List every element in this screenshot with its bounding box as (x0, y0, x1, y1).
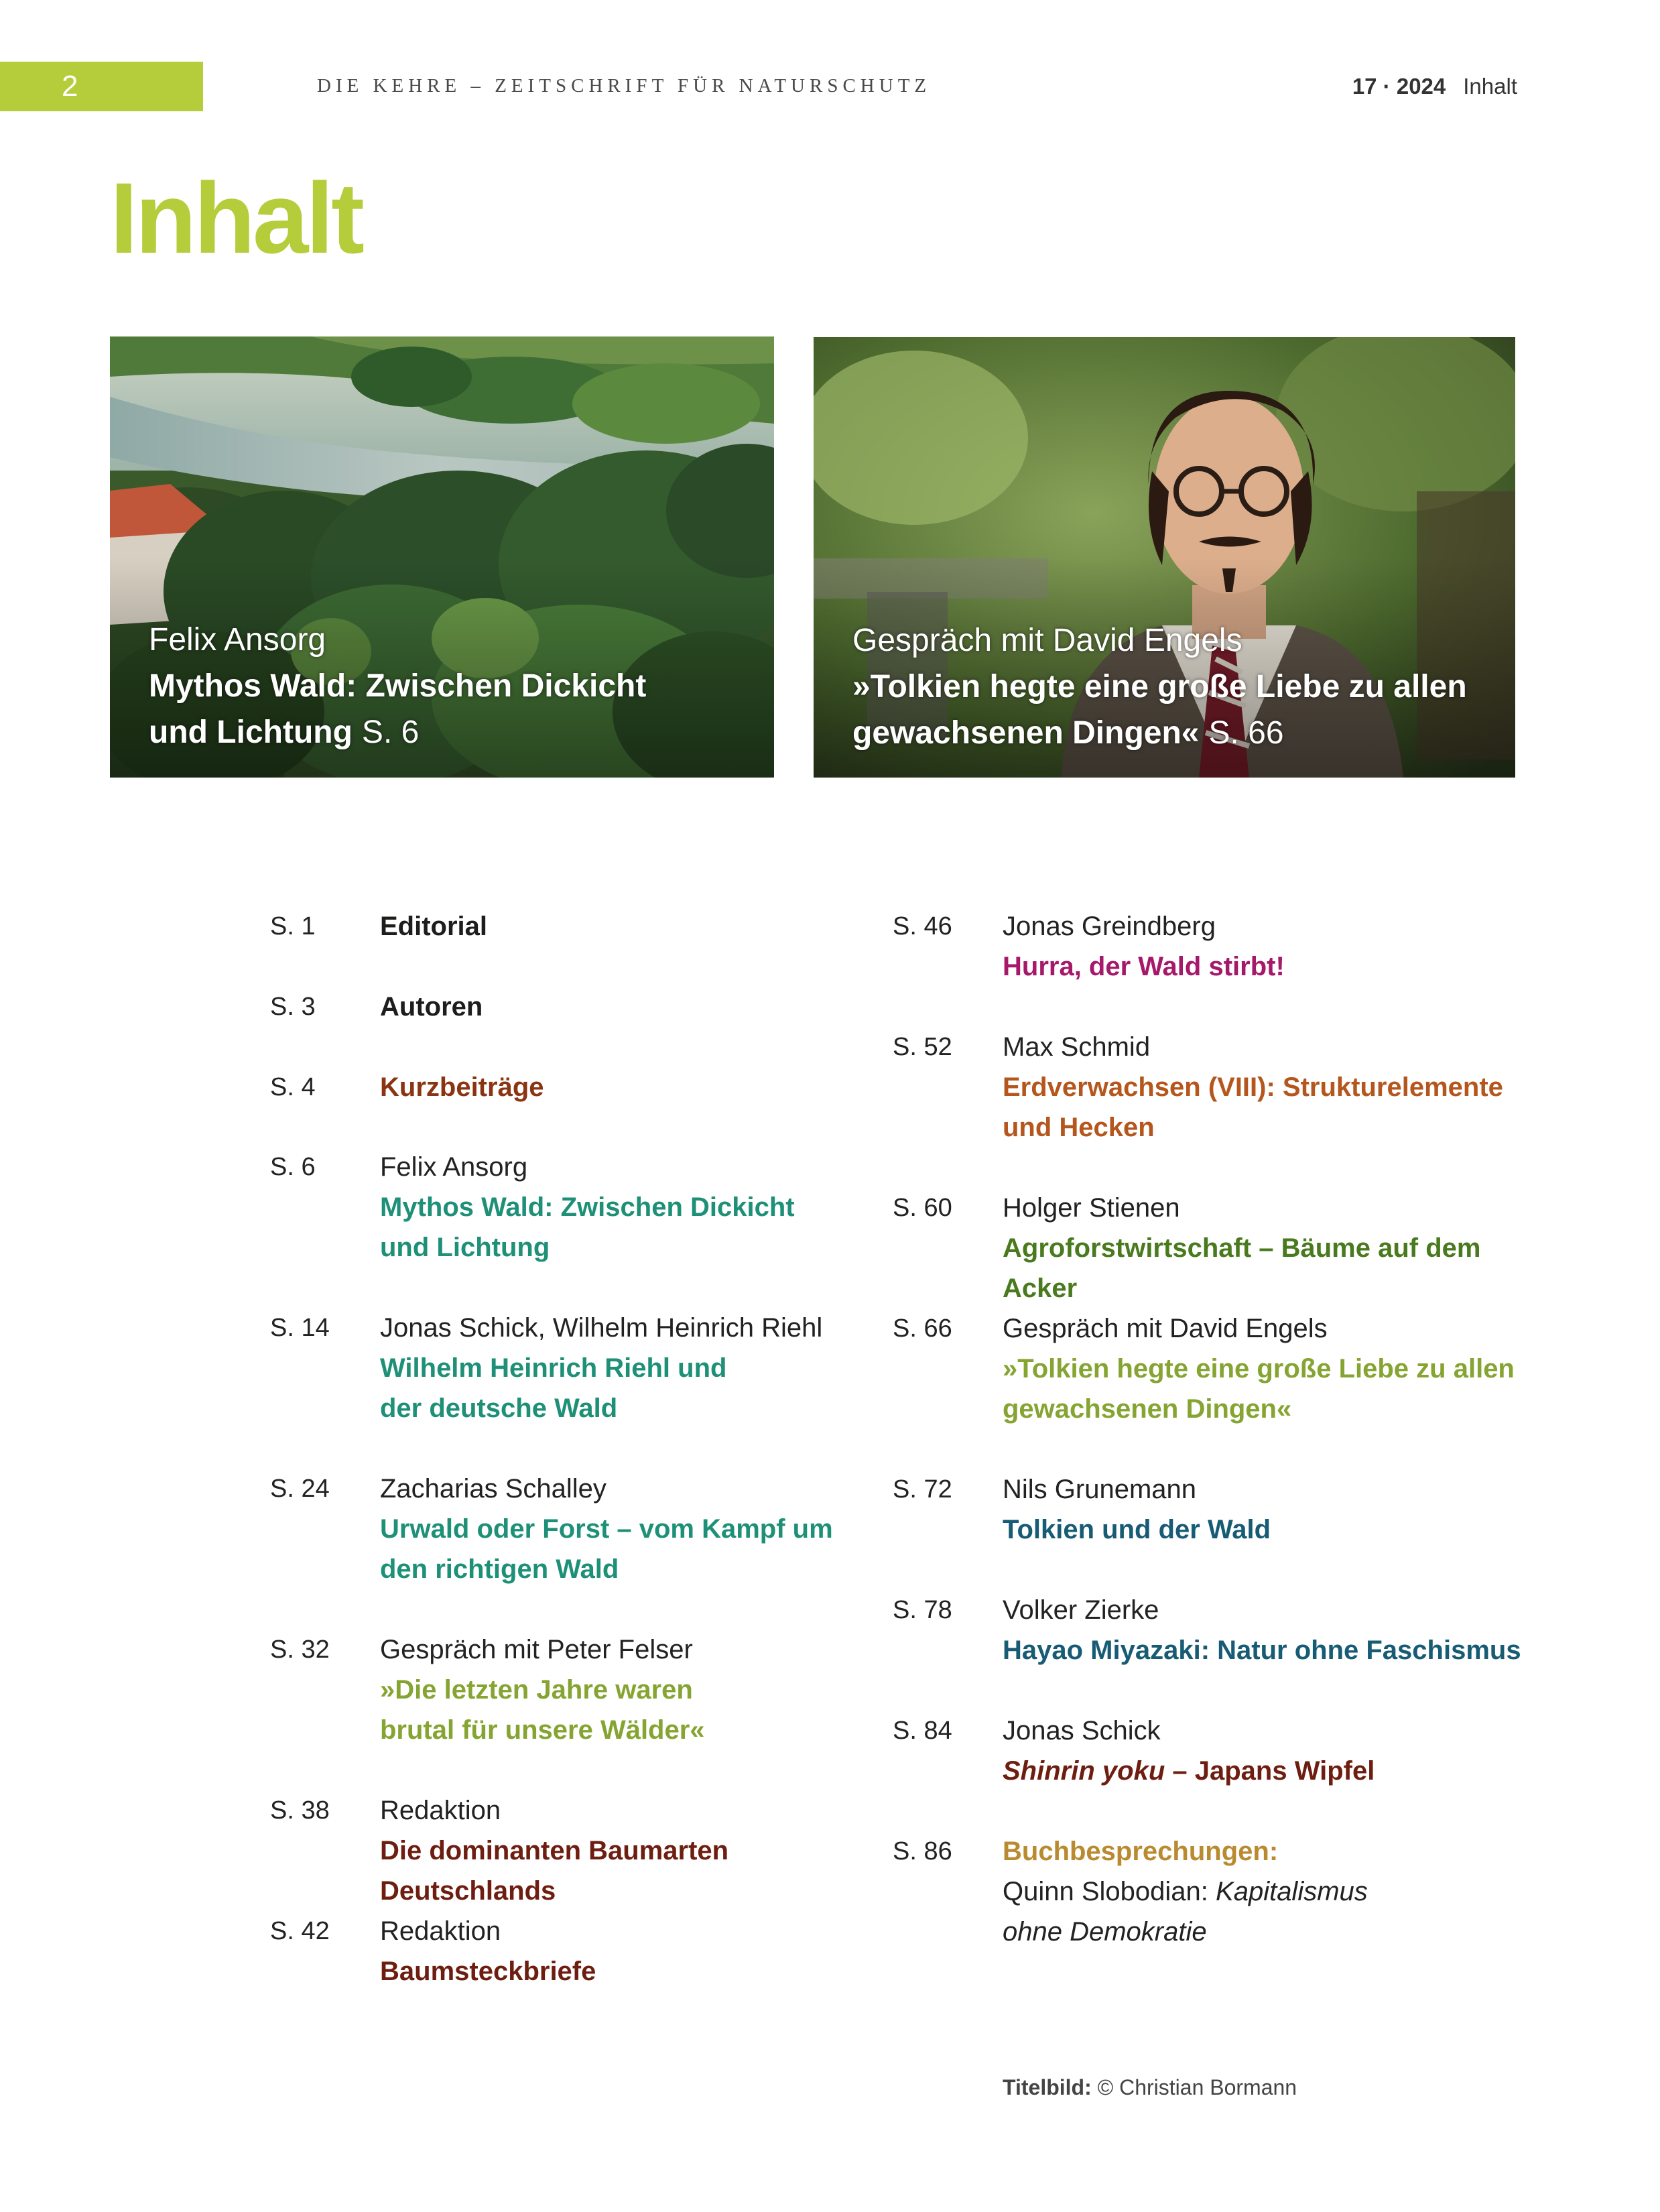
toc-page-number: S. 1 (270, 912, 316, 940)
issue-info (1352, 74, 1517, 99)
feature-author: Gespräch mit David Engels (852, 623, 1242, 658)
toc-page-number: S. 46 (893, 912, 952, 940)
toc-page-number: S. 24 (270, 1475, 330, 1503)
toc-page-number: S. 38 (270, 1796, 330, 1825)
toc-title-cont: der deutsche Wald (380, 1394, 618, 1423)
toc-page-number: S. 78 (893, 1596, 952, 1624)
toc-entry-s72[interactable] (893, 1469, 1529, 1590)
credit-label: Titelbild: (1003, 2075, 1092, 2099)
toc-author: Gespräch mit Peter Felser (380, 1635, 693, 1664)
toc-title: Kurzbeiträge (380, 1072, 544, 1102)
toc-title: Tolkien und der Wald (1003, 1515, 1271, 1544)
toc-entry-s60[interactable] (893, 1188, 1529, 1308)
toc-page-number: S. 66 (893, 1314, 952, 1343)
toc-title: »Tolkien hegte eine große Liebe zu allen (1003, 1354, 1515, 1384)
toc-title-cont: brutal für unsere Wälder« (380, 1715, 705, 1745)
toc-author: Redaktion (380, 1916, 501, 1946)
toc-title: Agroforstwirtschaft – Bäume auf dem Acker (1003, 1233, 1481, 1303)
review-title: Kapitalismus (1216, 1877, 1368, 1906)
feature-page: S. 6 (361, 715, 420, 750)
toc-page-number: S. 60 (893, 1194, 952, 1222)
toc-title: Editorial (380, 912, 488, 941)
toc-page-number: S. 3 (270, 993, 316, 1021)
toc-title-italic: Shinrin yoku (1003, 1756, 1165, 1786)
feature-title-cont: gewachsenen Dingen« (852, 715, 1200, 751)
toc-entry-s4[interactable] (270, 1067, 873, 1147)
feature-ansorg-caption (149, 617, 646, 755)
toc-title: Die dominanten Baumarten Deutschlands (380, 1836, 729, 1906)
toc-title-cont: den richtigen Wald (380, 1554, 619, 1584)
toc-entry-s24[interactable] (270, 1469, 873, 1630)
book-review (1003, 1871, 1529, 1912)
toc-left-column (270, 906, 873, 1991)
toc-title-rest: – Japans Wipfel (1165, 1756, 1375, 1786)
issue-number: 17 · 2024 (1352, 74, 1446, 99)
feature-title: »Tolkien hegte eine große Liebe zu allen (852, 669, 1467, 704)
toc-title: Hurra, der Wald stirbt! (1003, 952, 1285, 981)
toc-page-number: S. 86 (893, 1837, 952, 1865)
toc-title: Buchbesprechungen: (1003, 1837, 1279, 1866)
feature-author: Felix Ansorg (149, 622, 326, 658)
toc-page-number: S. 72 (893, 1475, 952, 1503)
toc-entry-s78[interactable] (893, 1590, 1529, 1711)
toc-title-cont: und Hecken (1003, 1113, 1155, 1142)
toc-page-number: S. 52 (893, 1033, 952, 1061)
toc-page-number: S. 4 (270, 1073, 316, 1101)
toc-entry-s84[interactable] (893, 1711, 1529, 1831)
toc-title: Erdverwachsen (VIII): Strukturelemente (1003, 1072, 1503, 1102)
section-label: Inhalt (1463, 74, 1517, 99)
toc-page-number: S. 14 (270, 1314, 330, 1342)
toc-entry-s66[interactable] (893, 1308, 1529, 1469)
toc-entry-s3[interactable] (270, 987, 873, 1067)
toc-author: Redaktion (380, 1796, 501, 1825)
feature-engels[interactable] (814, 337, 1515, 778)
page-number: 2 (62, 70, 78, 103)
feature-page: S. 66 (1208, 715, 1284, 751)
toc-entry-s86[interactable] (893, 1831, 1529, 1952)
toc-author: Zacharias Schalley (380, 1474, 606, 1503)
toc-entry-s1[interactable] (270, 906, 873, 987)
toc-entry-s14[interactable] (270, 1308, 873, 1469)
review-author: Quinn Slobodian: (1003, 1877, 1216, 1906)
toc-entry-s38[interactable] (270, 1790, 873, 1911)
toc-author: Gespräch mit David Engels (1003, 1314, 1328, 1343)
page-number-box (0, 62, 203, 111)
toc-title-cont: und Lichtung (380, 1233, 550, 1262)
toc-entry-s42[interactable] (270, 1911, 873, 1991)
running-head: DIE KEHRE – ZEITSCHRIFT FÜR NATURSCHUTZ (317, 75, 932, 97)
toc-title: Baumsteckbriefe (380, 1957, 596, 1986)
cover-credit (1003, 2075, 1297, 2100)
toc-title: Wilhelm Heinrich Riehl und (380, 1353, 727, 1383)
toc-page-number: S. 6 (270, 1153, 316, 1181)
toc-page-number: S. 32 (270, 1636, 330, 1664)
toc-author: Felix Ansorg (380, 1152, 528, 1182)
toc-entry-s32[interactable] (270, 1630, 873, 1790)
feature-title-cont: und Lichtung (149, 715, 353, 750)
review-title-cont: ohne Demokratie (1003, 1917, 1207, 1947)
toc-title: »Die letzten Jahre waren (380, 1675, 693, 1705)
toc-page-number: S. 84 (893, 1717, 952, 1745)
toc-title-cont: gewachsenen Dingen« (1003, 1394, 1292, 1424)
toc-title: Mythos Wald: Zwischen Dickicht (380, 1192, 795, 1222)
toc-title: Urwald oder Forst – vom Kampf um (380, 1514, 833, 1544)
toc-author: Jonas Schick (1003, 1716, 1161, 1745)
toc-author: Max Schmid (1003, 1032, 1151, 1062)
toc-entry-s6[interactable] (270, 1147, 873, 1308)
toc-author: Jonas Schick, Wilhelm Heinrich Riehl (380, 1313, 823, 1343)
toc-right-column (893, 906, 1529, 1952)
feature-title: Mythos Wald: Zwischen Dickicht (149, 668, 647, 704)
toc-title (1003, 1751, 1529, 1791)
credit-text: © Christian Bormann (1091, 2075, 1297, 2099)
toc-page-number: S. 42 (270, 1917, 330, 1945)
toc-entry-s52[interactable] (893, 1027, 1529, 1188)
feature-ansorg[interactable] (110, 336, 774, 778)
toc-author: Volker Zierke (1003, 1595, 1159, 1625)
toc-author: Nils Grunemann (1003, 1475, 1197, 1504)
toc-entry-s46[interactable] (893, 906, 1529, 1027)
toc-author: Holger Stienen (1003, 1193, 1180, 1223)
feature-engels-caption (852, 617, 1467, 756)
toc-author: Jonas Greindberg (1003, 912, 1216, 941)
toc-title: Autoren (380, 992, 483, 1022)
page-title: Inhalt (110, 162, 362, 274)
toc-title: Hayao Miyazaki: Natur ohne Faschismus (1003, 1636, 1521, 1665)
